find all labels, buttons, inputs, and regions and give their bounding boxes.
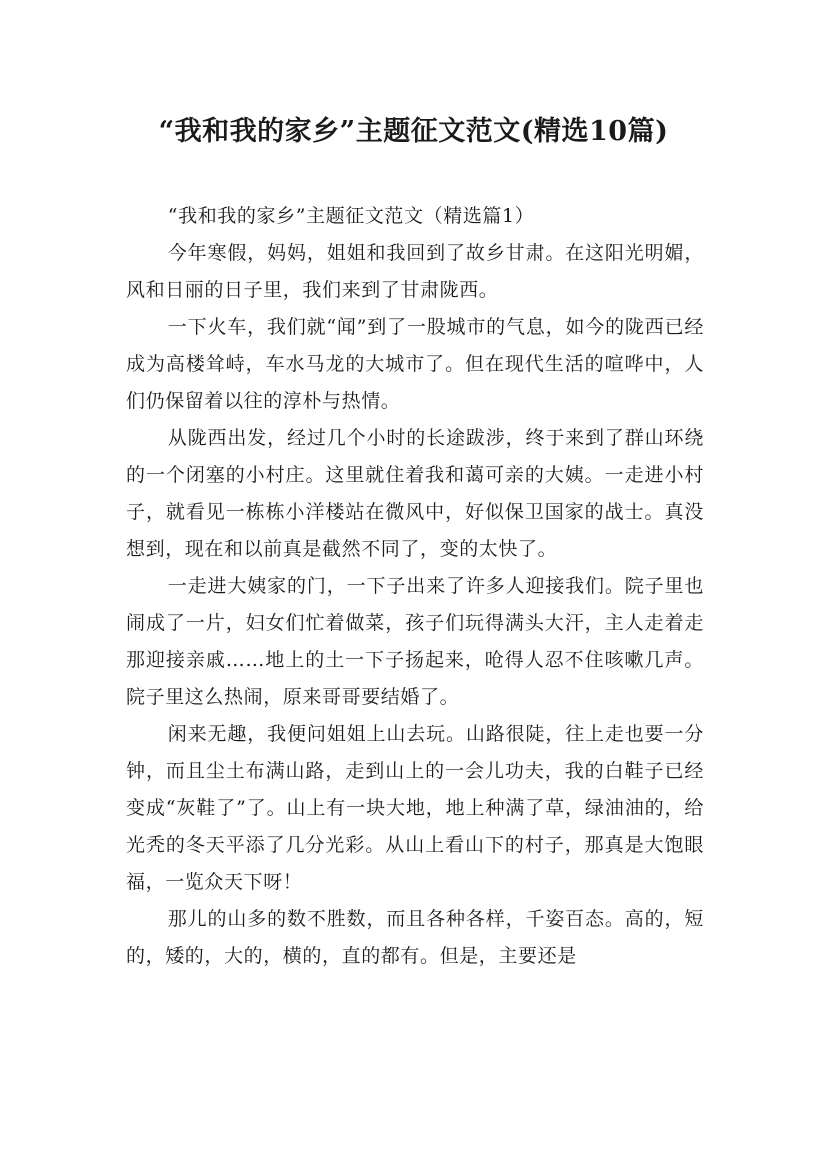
paragraph-4: 一走进大姨家的门，一下子出来了许多人迎接我们。院子里也闹成了一片，妇女们忙着做菜，孩子们玩得满头大汗，主人走着走那迎接亲戚……地上的土一下子扬起来，呛得人忍不住咳嗽几声。院子里这么热闹，原来哥哥要结婚了。 [126,575,704,708]
paragraph-5: 闲来无趣，我便问姐姐上山去玩。山路很陡，往上走也要一分钟，而且尘土布满山路，走到山上的一会儿功夫，我的白鞋子已经变成“灰鞋了”了。山上有一块大地，地上种满了草，绿油油的，给光秃的冬天平添了几分光彩。从山上看山下的村子，那真是大饱眼福，一览众天下呀！ [126,723,704,893]
paragraph-3: 从陇西出发，经过几个小时的长途跋涉，终于来到了群山环绕的一个闭塞的小村庄。这里就住着我和蔼可亲的大姨。一走进小村子，就看见一栋栋小洋楼站在微风中，好似保卫国家的战士。真没想到，现在和以前真是截然不同了，变的太快了。 [126,427,704,560]
paragraph-1: 今年寒假，妈妈，姐姐和我回到了故乡甘肃。在这阳光明媚，风和日丽的日子里，我们来到了甘肃陇西。 [126,242,704,301]
paragraph-6: 那儿的山多的数不胜数，而且各种各样，千姿百态。高的，短的，矮的，大的，横的，直的都有。但是，主要还是 [126,908,704,967]
paragraph-2: 一下火车，我们就“闻”到了一股城市的气息，如今的陇西已经成为高楼耸峙，车水马龙的大城市了。但在现代生活的喧哗中，人们仍保留着以往的淳朴与热情。 [126,316,704,412]
section-heading: “我和我的家乡”主题征文范文（精选篇1） [167,205,535,227]
document-title: “我和我的家乡”主题征文范文(精选10篇) [158,116,669,148]
document-body [126,198,704,975]
